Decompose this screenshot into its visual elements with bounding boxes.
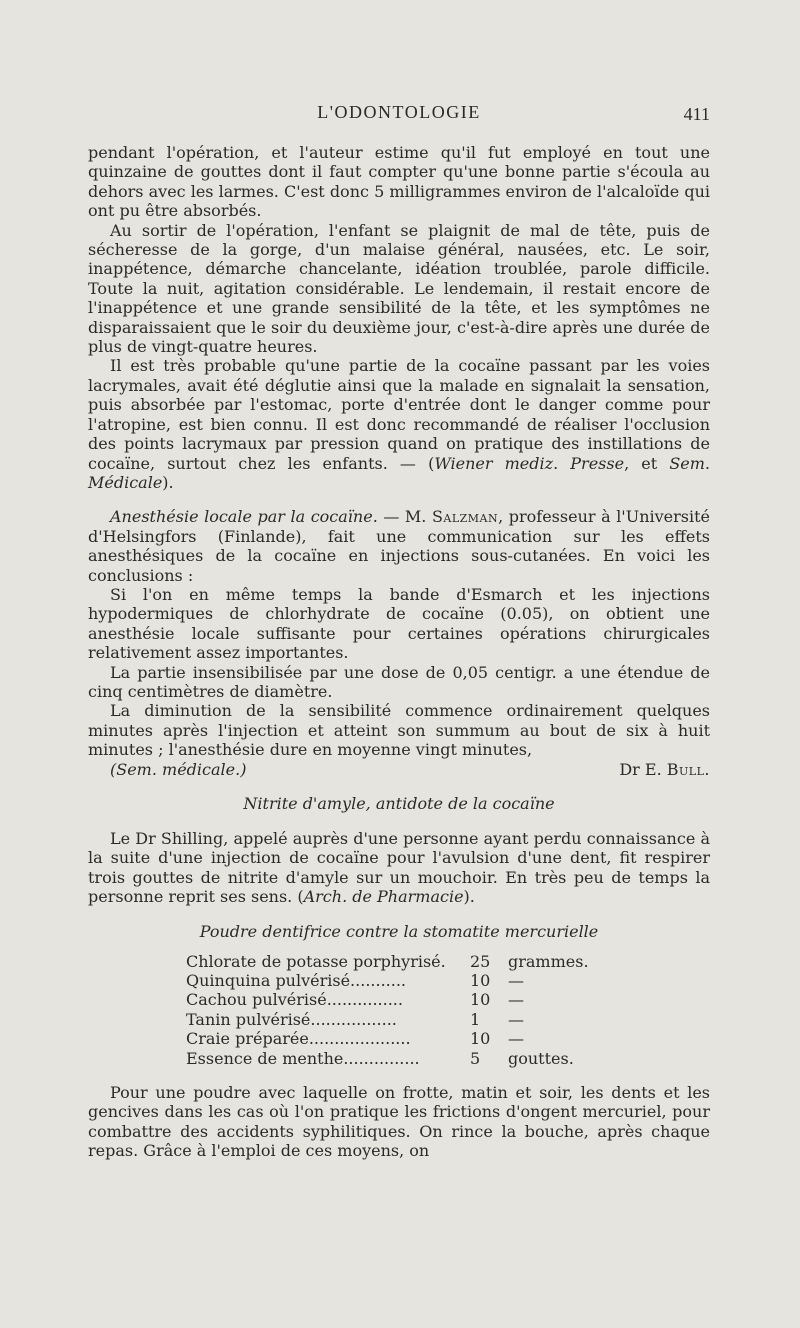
source-citation: Arch. de Pharmacie xyxy=(303,887,464,907)
ingredient-quantity: 10 xyxy=(470,990,491,1010)
article-body xyxy=(88,143,710,1161)
recipe-row xyxy=(186,990,606,1009)
section-title: Poudre dentifrice contre la stomatite mercurielle xyxy=(199,921,599,941)
ingredient-quantity: 5 xyxy=(470,1048,481,1068)
ingredient-quantity: 10 xyxy=(470,1029,491,1049)
ingredient-unit: — xyxy=(508,1029,524,1049)
paragraph-text: , et xyxy=(624,453,670,473)
paragraph: Au sortir de l'opération, l'enfant se plaignit de mal de tête, puis de sécheresse de la gorge, d'un malaise général, nausées, etc. Le soir, inappétence, démarche chancelante, idéation troublée, parole difficile. Toute la nuit, agitation considérable. Le lendemain, il restait encore de l'inappétence et une grande sensibilité de la tête, et les symptômes ne disparaissaient que le soir du deuxième jour, c'est-à-dire après une durée de plus de vingt-quatre heures. xyxy=(88,220,710,357)
ingredient-unit: — xyxy=(508,990,524,1010)
source-citation: Wiener mediz. Presse xyxy=(434,453,625,473)
paragraph xyxy=(88,356,710,492)
ingredient-name: Essence de menthe............... xyxy=(186,1048,420,1068)
ingredient-unit: gouttes. xyxy=(508,1048,574,1068)
running-head xyxy=(88,102,710,126)
paragraph: Pour une poudre avec laquelle on frotte, matin et soir, les dents et les gencives dans les cas où l'on pratique les frictions d'ongent mercuriel, pour combattre des accidents syphilitiques. On rince la bouche, après chaque repas. Grâce à l'emploi de ces moyens, on xyxy=(88,1083,710,1161)
journal-title: L'ODONTOLOGIE xyxy=(317,102,481,122)
ingredient-name: Tanin pulvérisé................. xyxy=(186,1009,397,1029)
recipe-row xyxy=(186,1029,606,1048)
ingredient-name: Cachou pulvérisé............... xyxy=(186,990,403,1010)
signature xyxy=(619,760,710,779)
article-title: Anesthésie locale par la cocaïne. xyxy=(110,507,378,527)
recipe-row xyxy=(186,1049,606,1068)
ingredient-quantity: 25 xyxy=(470,951,491,971)
paragraph: La diminution de la sensibilité commence ordinairement quelques minutes après l'injection et atteint son summum au bout de six à huit minutes ; l'anesthésie dure en moyenne vingt minutes, xyxy=(88,701,710,760)
recipe-row xyxy=(186,1010,606,1029)
recipe-row xyxy=(186,971,606,990)
recipe-table xyxy=(186,952,606,1068)
signature-row xyxy=(88,760,710,779)
signature-prefix: Dr E. xyxy=(619,759,667,779)
paragraph-text: Il est très probable qu'une partie de la cocaïne passant par les voies lacrymales, avait été déglutie ainsi que la malade en signalait la sensation, puis absorbée par l'estomac, porte d'entrée dont le danger comme pour l'atropine, est bien connu. Il est donc recommandé de réaliser l'occlusion des points lacrymaux par pression quand on pratique des instillations de cocaïne, surtout chez les enfants. — ( xyxy=(88,356,710,473)
paragraph-text: ). xyxy=(463,887,475,907)
paragraph-text: ). xyxy=(162,472,174,492)
paragraph xyxy=(88,507,710,585)
page-number: 411 xyxy=(683,104,710,124)
section-title: Nitrite d'amyle, antidote de la cocaïne xyxy=(243,794,555,813)
paragraph: Si l'on en même temps la bande d'Esmarch et les injections hypodermiques de chlorhydrate de cocaïne (0.05), on obtient une anesthésie locale suffisante pour certaines opérations chirurgicales relativement assez importantes. xyxy=(88,584,710,663)
source-citation: (Sem. médicale.) xyxy=(110,759,247,779)
ingredient-name: Craie préparée.................... xyxy=(186,1029,411,1049)
ingredient-unit: — xyxy=(508,1009,524,1029)
paragraph-text: — M. xyxy=(377,507,432,527)
paragraph-text: , professeur à l'Université d'Helsingfors (Finlande), fait une communication sur les effets anesthésiques de la cocaïne en injections sous-cutanées. En voici les conclusions : xyxy=(88,507,710,585)
ingredient-quantity: 10 xyxy=(470,971,491,991)
source-citation: Sem. Médicale xyxy=(88,453,711,492)
ingredient-name: Quinquina pulvérisé........... xyxy=(186,971,406,991)
paragraph xyxy=(88,829,710,907)
signature-name: Bull. xyxy=(666,759,710,779)
paragraph-text: Le Dr Shilling, appelé auprès d'une personne ayant perdu connaissance à la suite d'une injection de cocaïne pour l'avulsion d'une dent, fit respirer trois gouttes de nitrite d'amyle sur un mouchoir. En très peu de temps la personne reprit ses sens. ( xyxy=(88,829,710,907)
author-name: Salzman xyxy=(431,507,499,527)
recipe-row xyxy=(186,952,606,971)
ingredient-unit: — xyxy=(508,971,524,991)
ingredient-quantity: 1 xyxy=(470,1009,481,1029)
ingredient-name: Chlorate de potasse porphyrisé. xyxy=(186,951,446,971)
ingredient-unit: grammes. xyxy=(508,951,589,971)
paragraph: La partie insensibilisée par une dose de 0,05 centigr. a une étendue de cinq centimètres de diamètre. xyxy=(88,662,710,701)
paragraph: pendant l'opération, et l'auteur estime qu'il fut employé en tout une quinzaine de gouttes dont il faut compter qu'une bonne partie s'écoula au dehors avec les larmes. C'est donc 5 milligrammes environ de l'alcaloïde qui ont pu être absorbés. xyxy=(88,143,710,221)
